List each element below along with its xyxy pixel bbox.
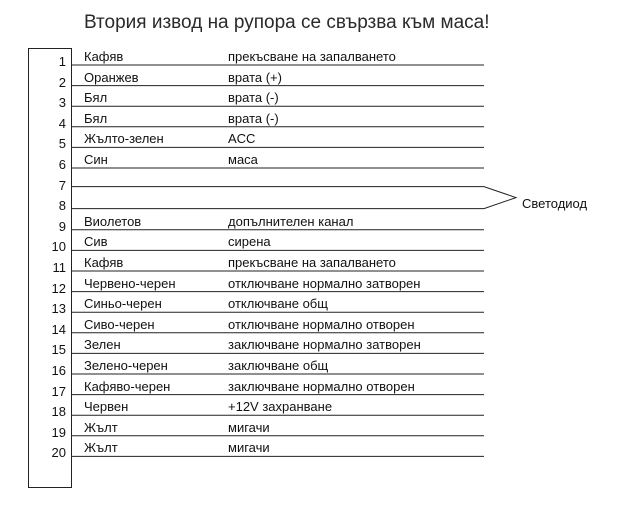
wire-function-label: сирена — [228, 234, 271, 250]
wire-color-label: Кафяв — [84, 255, 124, 270]
diagram-title: Втория извод на рупора се свързва към маса! — [84, 12, 490, 33]
wire-function-label: врата (-) — [228, 90, 279, 106]
pin-number: 12 — [51, 280, 66, 296]
wire-color-label: Кафяв — [84, 49, 124, 64]
pin-number: 19 — [51, 424, 66, 440]
led-label: Светодиод — [522, 196, 588, 211]
pin-number: 10 — [51, 239, 66, 255]
pin-number: 7 — [58, 177, 66, 193]
wire-color-label: Жълто-зелен — [84, 131, 164, 147]
wire-color-label: Син — [84, 152, 108, 167]
wire-function-label: прекъсване на запалването — [228, 255, 396, 270]
wire-color-label: Кафяво-черен — [84, 378, 171, 394]
pin-number: 17 — [51, 383, 66, 399]
wire-color-label: Червен — [84, 399, 129, 415]
wire-function-label: допълнителен канал — [228, 213, 354, 229]
pin-number: 9 — [58, 218, 66, 234]
wire-function-label: отключване нормално затворен — [228, 275, 421, 291]
wire-color-label: Виолетов — [84, 213, 142, 229]
wire-function-label: +12V захранване — [228, 399, 333, 415]
wire-function-label: заключване нормално затворен — [228, 337, 421, 353]
pin-number: 14 — [51, 321, 66, 337]
wire-function-label: маса — [228, 152, 258, 167]
wire-color-label: Червено-черен — [84, 275, 176, 291]
pin-number: 13 — [51, 301, 66, 317]
wire-color-label: Жълт — [84, 419, 118, 435]
pin-number: 20 — [51, 445, 66, 461]
wire-color-label: Бял — [84, 90, 108, 106]
wire-function-label: мигачи — [228, 440, 270, 456]
wire-color-label: Зелено-черен — [84, 358, 168, 373]
led-wire-line — [72, 187, 516, 209]
wire-color-label: Бял — [84, 110, 108, 126]
wire-color-label: Зелен — [84, 337, 121, 353]
pin-number: 18 — [51, 404, 66, 420]
wire-function-label: заключване общ — [228, 358, 329, 373]
pin-number: 2 — [58, 74, 66, 90]
wire-function-label: врата (-) — [228, 110, 279, 126]
pin-number: 11 — [52, 260, 66, 275]
wire-color-label: Сиво-черен — [84, 316, 155, 332]
pin-number: 1 — [58, 54, 66, 69]
wire-color-label: Синьо-черен — [84, 296, 162, 312]
pin-number: 4 — [58, 115, 66, 131]
wire-function-label: врата (+) — [228, 69, 282, 85]
pin-number: 8 — [58, 198, 66, 214]
wire-function-label: отключване общ — [228, 296, 328, 312]
wire-function-label: заключване нормално отворен — [228, 378, 415, 394]
wire-function-label: мигачи — [228, 419, 270, 435]
wire-function-label: ACC — [228, 131, 256, 147]
pin-number: 16 — [51, 363, 66, 378]
wire-color-label: Сив — [84, 234, 108, 250]
wire-color-label: Жълт — [84, 440, 118, 456]
pin-number: 3 — [58, 95, 66, 111]
pin-number: 15 — [51, 342, 66, 358]
wire-color-label: Оранжев — [84, 69, 139, 85]
wire-function-label: отключване нормално отворен — [228, 316, 415, 332]
wire-function-label: прекъсване на запалването — [228, 49, 396, 64]
pin-number: 5 — [58, 136, 66, 152]
pin-number: 6 — [58, 157, 66, 172]
